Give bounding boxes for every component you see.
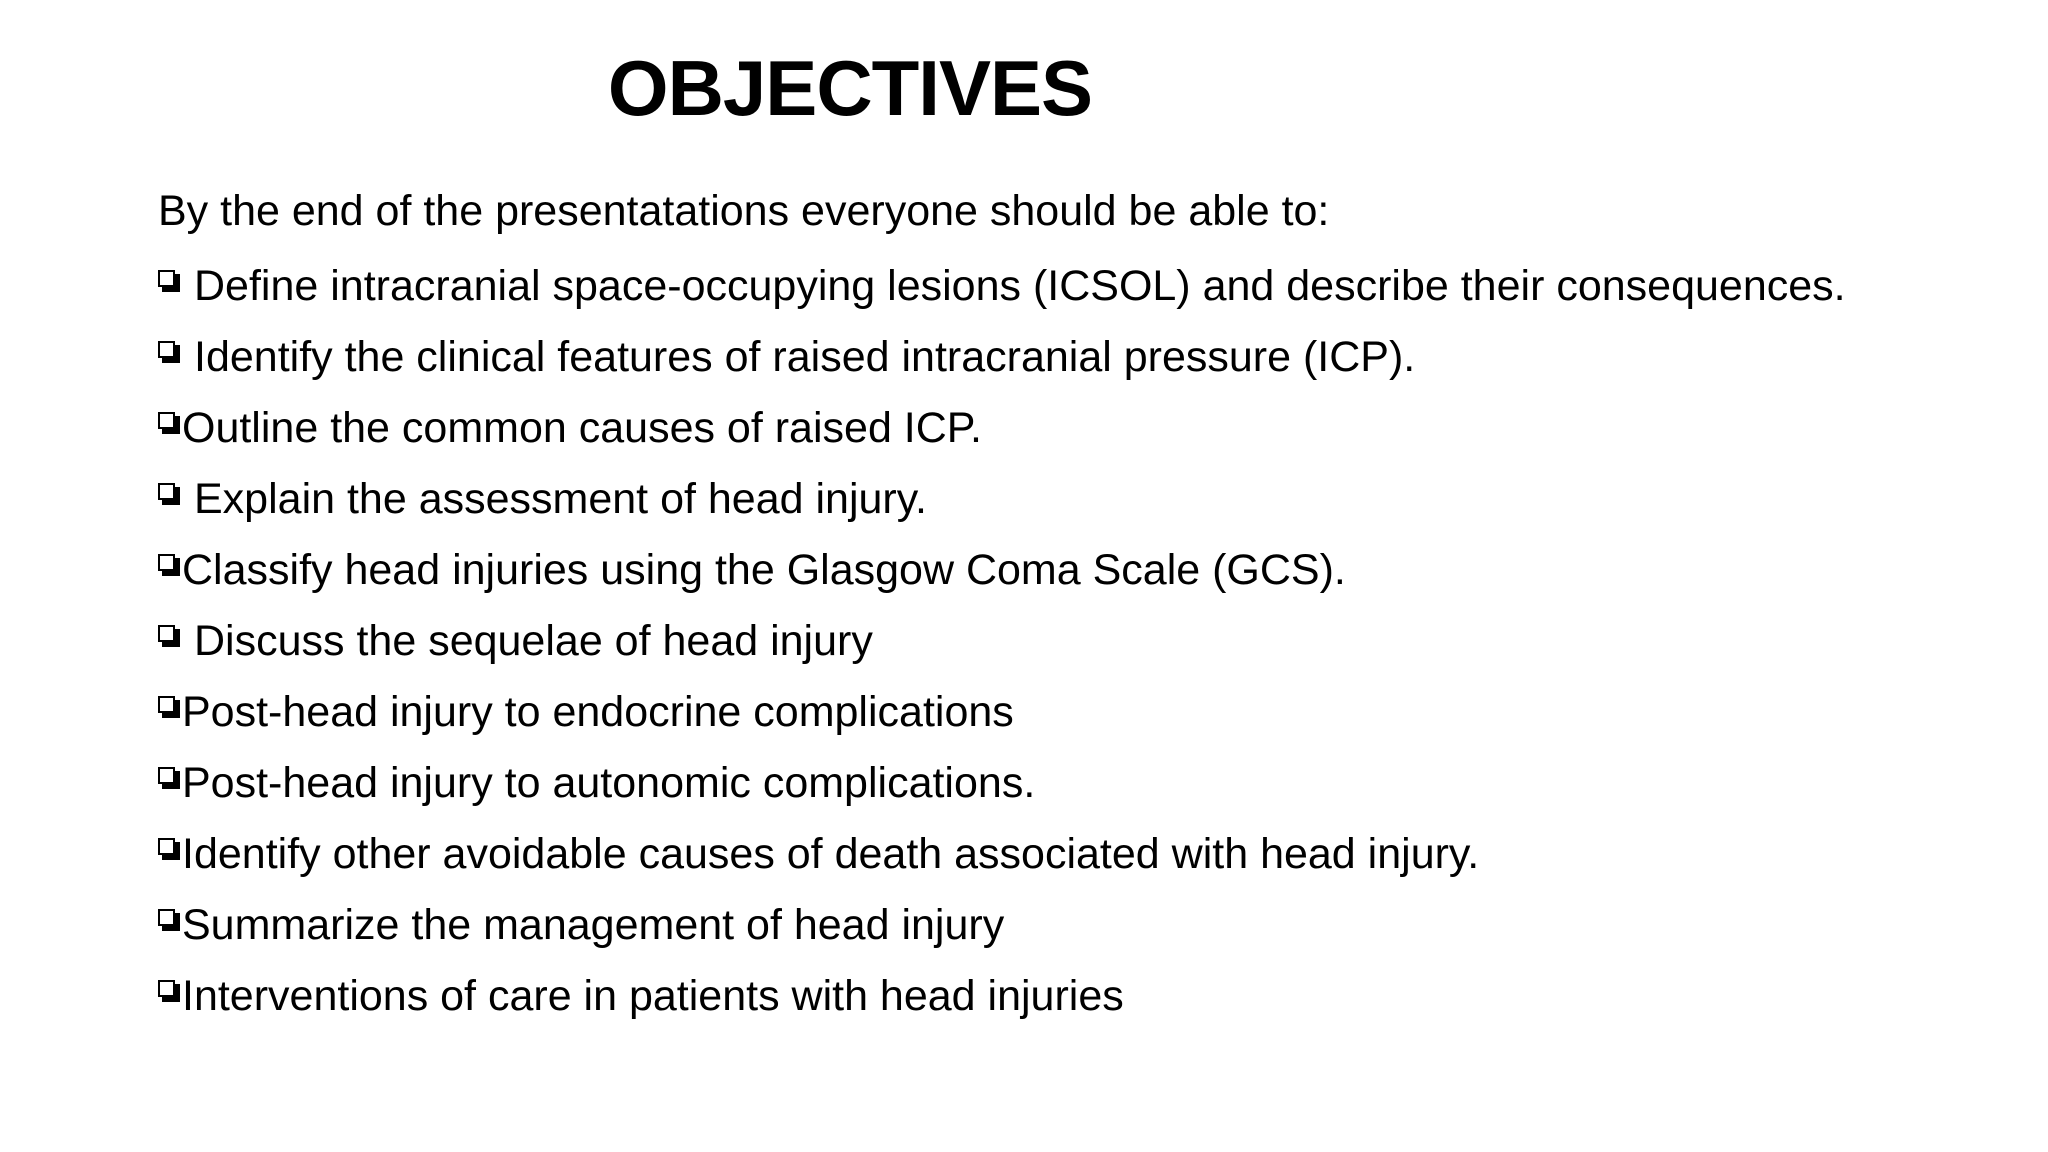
objective-text: Post-head injury to autonomic complications. [182,759,1036,807]
objective-item [158,748,1846,819]
objective-item [158,464,1846,535]
checkbox-square-icon [158,625,180,647]
objective-text: Explain the assessment of head injury. [194,475,927,523]
objective-text: Outline the common causes of raised ICP. [182,404,982,452]
intro-text: By the end of the presentatations everyone should be able to: [158,187,1330,235]
slide-title: OBJECTIVES [607,44,1093,132]
checkbox-square-icon [158,554,180,576]
checkbox-square-icon [158,483,180,505]
objective-item [158,961,1846,1032]
objective-text: Post-head injury to endocrine complications [182,688,1014,736]
objective-text: Interventions of care in patients with head injuries [182,972,1124,1020]
objective-text: Identify other avoidable causes of death associated with head injury. [182,830,1480,878]
objective-item [158,535,1846,606]
objective-item [158,890,1846,961]
checkbox-square-icon [158,696,180,718]
checkbox-square-icon [158,767,180,789]
checkbox-square-icon [158,270,180,292]
objective-item [158,393,1846,464]
checkbox-square-icon [158,980,180,1002]
objective-text: Define intracranial space-occupying lesions (ICSOL) and describe their consequences. [194,262,1846,310]
objective-text: Identify the clinical features of raised intracranial pressure (ICP). [194,333,1416,381]
checkbox-square-icon [158,412,180,434]
checkbox-square-icon [158,341,180,363]
checkbox-square-icon [158,838,180,860]
objective-item [158,819,1846,890]
objective-text: Discuss the sequelae of head injury [194,617,873,665]
objective-text: Summarize the management of head injury [182,901,1005,949]
objectives-list [158,251,1846,1032]
checkbox-square-icon [158,909,180,931]
objective-text: Classify head injuries using the Glasgow Coma Scale (GCS). [182,546,1346,594]
objective-item [158,677,1846,748]
objective-item [158,606,1846,677]
objective-item [158,322,1846,393]
objective-item [158,251,1846,322]
